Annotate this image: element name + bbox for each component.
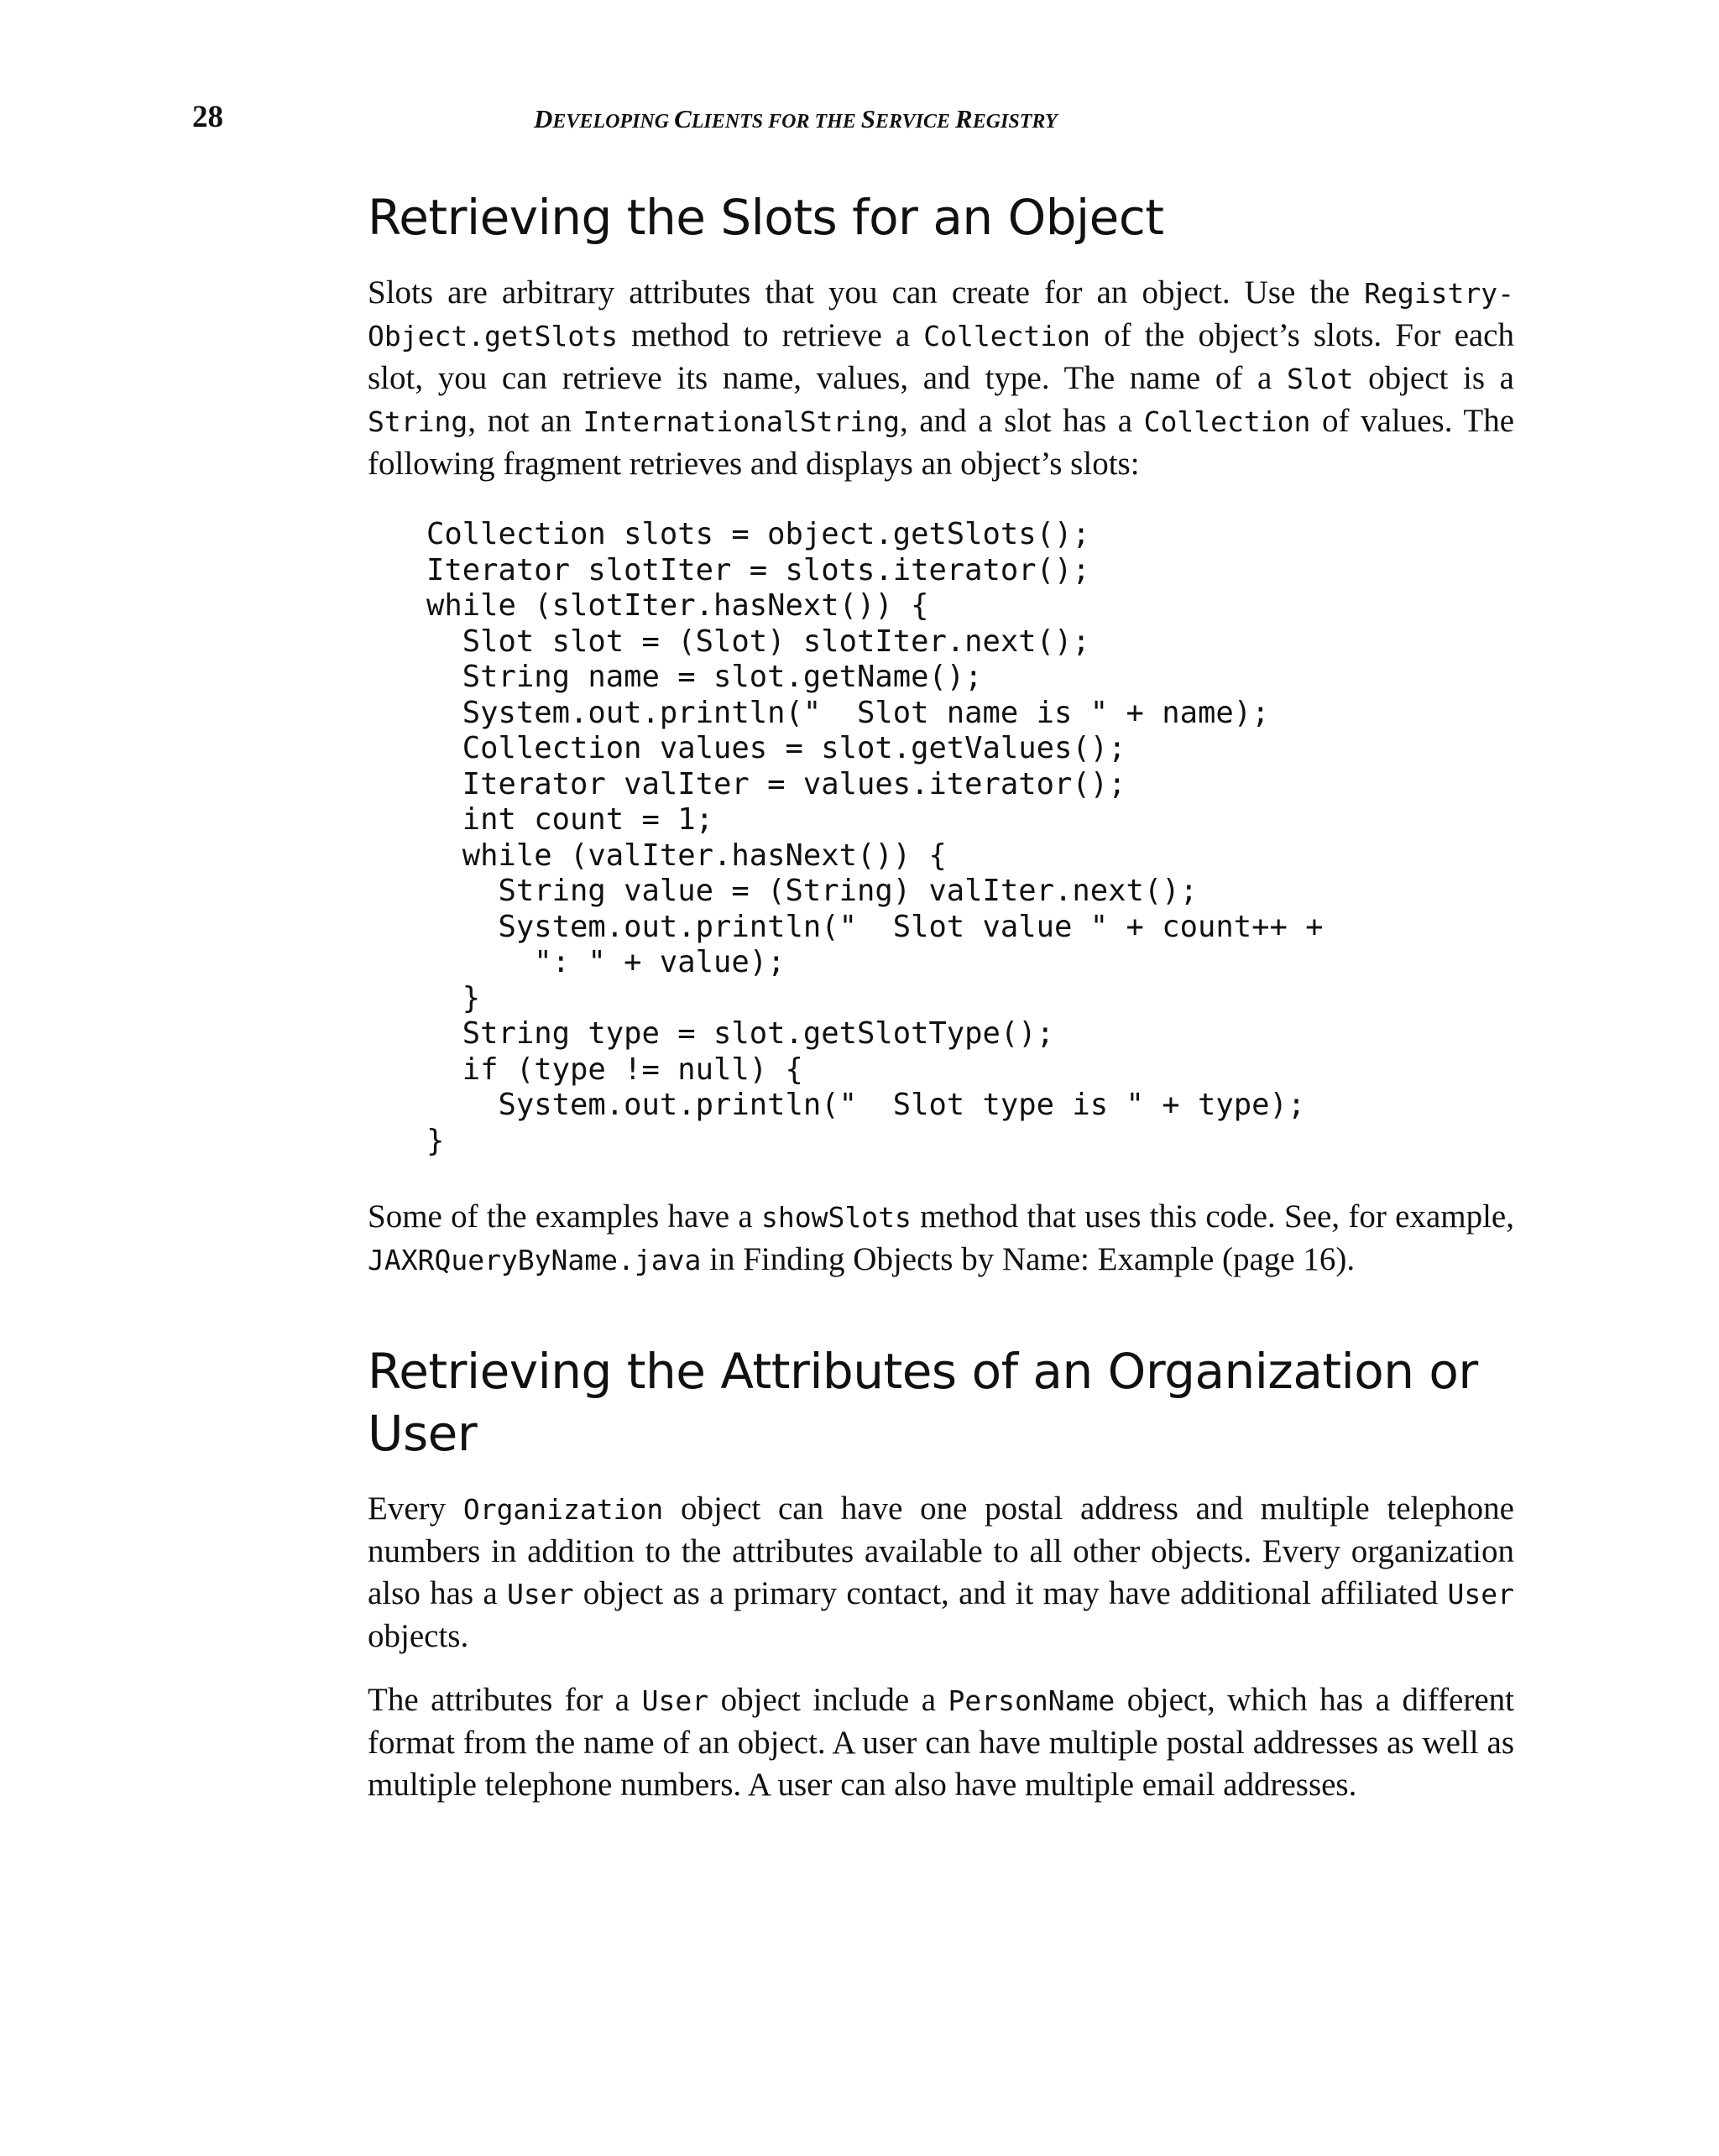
running-header-part: EGISTRY bbox=[972, 111, 1058, 133]
inline-code: String bbox=[368, 405, 468, 438]
text-run: object as a primary contact, and it may have additional affiliated bbox=[573, 1575, 1448, 1611]
inline-code: Slot bbox=[1286, 363, 1354, 395]
text-run: of the object’s slots. For each slot, you can retrieve its name, values, and type. The name of a bbox=[368, 317, 1514, 396]
text-run: of values. The following fragment retrieves and displays an object’s slots: bbox=[368, 403, 1514, 482]
inline-code: InternationalString bbox=[583, 405, 900, 438]
paragraph-slots-examples bbox=[368, 1196, 1514, 1282]
running-header-part: C bbox=[674, 104, 692, 133]
inline-code: showSlots bbox=[761, 1201, 912, 1234]
text-run: The attributes for a bbox=[368, 1682, 642, 1718]
text-run: object, which has a different format from the name of an object. A user can have multiple postal addresses as well as multiple telephone numbers. A user can also have multiple email addresses. bbox=[368, 1682, 1514, 1803]
text-run: , not an bbox=[468, 403, 583, 439]
paragraph-organization bbox=[368, 1488, 1514, 1657]
text-run: object is a bbox=[1353, 360, 1514, 396]
running-header-part: D bbox=[534, 104, 553, 133]
text-run: in Finding Objects by Name: Example (page 16). bbox=[701, 1241, 1356, 1277]
running-header-part: S bbox=[860, 104, 876, 133]
inline-code: User bbox=[641, 1684, 709, 1717]
inline-code: JAXRQueryByName.java bbox=[368, 1244, 702, 1276]
text-run: Some of the examples have a bbox=[368, 1198, 762, 1235]
section-title-attributes: Retrieving the Attributes of an Organization or User bbox=[368, 1343, 1478, 1462]
text-run: , and a slot has a bbox=[899, 403, 1144, 439]
running-header-part: ERVICE bbox=[875, 111, 955, 133]
page-number: 28 bbox=[192, 100, 223, 134]
text-run: method to retrieve a bbox=[618, 317, 924, 353]
inline-code: Collection bbox=[923, 320, 1090, 352]
text-run: objects. bbox=[368, 1618, 469, 1654]
running-header bbox=[534, 102, 1172, 138]
text-run: Slots are arbitrary attributes that you can create for an object. Use the bbox=[368, 274, 1365, 311]
inline-code: User bbox=[1447, 1578, 1514, 1610]
page-content bbox=[368, 186, 1514, 1806]
text-run: method that uses this code. See, for example, bbox=[911, 1198, 1514, 1235]
code-block-slots: Collection slots = object.getSlots(); Iterator slotIter = slots.iterator(); while (slotIter.hasNext()) { Slot slot = (Slot) slotIter.next(); String name = slot.getName(); System.out.println(" Slot name is " + name); Collection values = slot.getValues(); Iterator valIter = values.iterator(); int count = 1; while (valIter.hasNext()) { String value = (String) valIter.next(); System.out.println(" Slot value " + count++ + ": " + value); } String type = slot.getSlotType(); if (type != null) { System.out.println(" Slot type is " + type); } bbox=[426, 517, 1324, 1158]
inline-code: Organization bbox=[462, 1493, 664, 1526]
inline-code: Registry-Object.getSlots bbox=[368, 277, 1514, 352]
paragraph-slots-intro bbox=[368, 272, 1514, 485]
paragraph-user bbox=[368, 1679, 1514, 1806]
section-title-slots: Retrieving the Slots for an Object bbox=[368, 189, 1164, 246]
inline-code: Collection bbox=[1143, 405, 1311, 438]
text-run: Every bbox=[368, 1490, 463, 1527]
running-header-part: LIENTS FOR THE bbox=[691, 111, 861, 133]
text-run: object can have one postal address and multiple telephone numbers in addition to the attributes available to all other objects. Every organization also has a bbox=[368, 1490, 1514, 1611]
text-run: object include a bbox=[708, 1682, 948, 1718]
running-header-part: EVELOPING bbox=[552, 111, 675, 133]
inline-code: PersonName bbox=[948, 1684, 1116, 1717]
running-header-part: R bbox=[955, 104, 973, 133]
inline-code: User bbox=[506, 1578, 574, 1610]
